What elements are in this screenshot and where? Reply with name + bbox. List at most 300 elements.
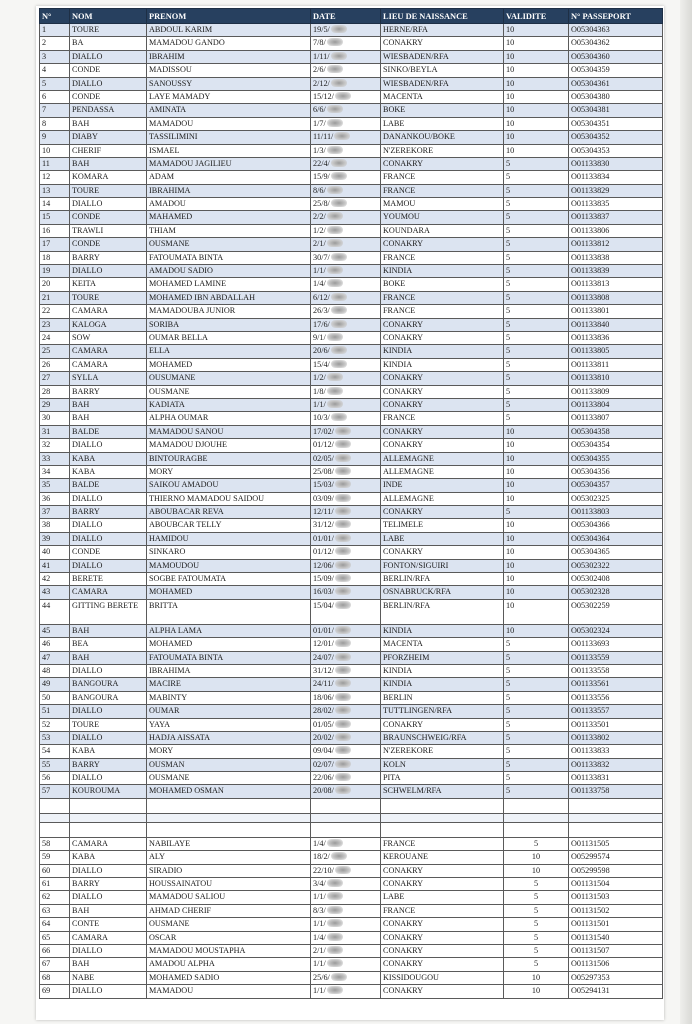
cell-prenom: MOHAMED OSMAN — [147, 785, 311, 798]
cell-lieu: INDE — [381, 479, 504, 492]
cell-date — [311, 291, 381, 304]
cell-nom: CAMARA — [70, 305, 147, 318]
table-row — [40, 117, 663, 130]
cell-passeport: O05302322 — [569, 559, 663, 572]
cell-nom: DIABY — [70, 131, 147, 144]
cell-nom: BEA — [70, 638, 147, 651]
cell-passeport: O05304355 — [569, 452, 663, 465]
cell-prenom: MORY — [147, 745, 311, 758]
cell-date — [311, 224, 381, 237]
cell-prenom: ABOUBCAR TELLY — [147, 519, 311, 532]
cell-date — [311, 385, 381, 398]
cell-nom: CONDE — [70, 211, 147, 224]
cell-passeport: O01133807 — [569, 412, 663, 425]
redaction-blur — [327, 333, 343, 341]
cell-lieu: CONAKRY — [381, 37, 504, 50]
cell-row-number: 65 — [40, 931, 70, 944]
redaction-blur — [334, 132, 350, 140]
redaction-blur — [327, 119, 343, 127]
cell-validite: 10 — [504, 851, 569, 864]
redaction-blur — [327, 212, 343, 220]
cell-nom: BAH — [70, 904, 147, 917]
cell-lieu: CONAKRY — [381, 985, 504, 998]
date-text: 2/12/ — [313, 78, 330, 88]
cell-nom: BAH — [70, 117, 147, 130]
cell-validite: 5 — [504, 224, 569, 237]
cell-row-number: 44 — [40, 599, 70, 624]
table-row — [40, 519, 663, 532]
cell-prenom: AMADOU ALPHA — [147, 958, 311, 971]
cell-prenom: MAMADOUBA JUNIOR — [147, 305, 311, 318]
cell-row-number: 5 — [40, 77, 70, 90]
empty-cell — [147, 813, 311, 822]
cell-validite: 10 — [504, 90, 569, 103]
cell-passeport: O05304354 — [569, 439, 663, 452]
cell-lieu: FRANCE — [381, 291, 504, 304]
cell-validite: 10 — [504, 492, 569, 505]
cell-nom: TOURE — [70, 24, 147, 37]
table-row — [40, 731, 663, 744]
cell-row-number: 2 — [40, 37, 70, 50]
cell-lieu: LABE — [381, 117, 504, 130]
date-text: 18/06/ — [313, 692, 334, 702]
redaction-blur — [335, 520, 351, 528]
cell-validite: 5 — [504, 211, 569, 224]
table-row — [40, 331, 663, 344]
cell-passeport: O01133758 — [569, 785, 663, 798]
cell-validite: 5 — [504, 372, 569, 385]
cell-lieu: FRANCE — [381, 184, 504, 197]
cell-nom: SYLLA — [70, 372, 147, 385]
cell-row-number: 35 — [40, 479, 70, 492]
redaction-blur — [331, 25, 347, 33]
date-text: 15/03/ — [313, 480, 334, 490]
cell-validite: 10 — [504, 64, 569, 77]
empty-cell — [504, 822, 569, 837]
redaction-blur — [327, 839, 343, 847]
cell-validite: 5 — [504, 678, 569, 691]
cell-validite: 10 — [504, 971, 569, 984]
cell-row-number: 7 — [40, 104, 70, 117]
cell-prenom: THIAM — [147, 224, 311, 237]
date-text: 1/3/ — [313, 145, 326, 155]
cell-prenom: AMADOU SADIO — [147, 265, 311, 278]
cell-row-number: 58 — [40, 837, 70, 850]
cell-validite: 5 — [504, 171, 569, 184]
cell-nom: DIALLO — [70, 985, 147, 998]
cell-date — [311, 452, 381, 465]
cell-passeport: O01133811 — [569, 358, 663, 371]
empty-cell — [381, 822, 504, 837]
cell-date — [311, 904, 381, 917]
redaction-blur — [335, 561, 351, 569]
redaction-blur — [327, 105, 343, 113]
table-row — [40, 144, 663, 157]
table-row — [40, 785, 663, 798]
date-text: 01/01/ — [313, 533, 334, 543]
cell-lieu: TELIMELE — [381, 519, 504, 532]
cell-nom: DIALLO — [70, 265, 147, 278]
cell-row-number: 48 — [40, 664, 70, 677]
cell-lieu: CONAKRY — [381, 958, 504, 971]
cell-lieu: CONAKRY — [381, 918, 504, 931]
cell-date — [311, 37, 381, 50]
redaction-blur — [335, 746, 351, 754]
cell-lieu: LABE — [381, 891, 504, 904]
cell-date — [311, 651, 381, 664]
date-text: 1/1/ — [313, 919, 326, 929]
cell-nom: TOURE — [70, 718, 147, 731]
cell-validite: 10 — [504, 439, 569, 452]
empty-row — [40, 813, 663, 822]
cell-prenom: OUSMANE — [147, 918, 311, 931]
cell-date — [311, 731, 381, 744]
cell-nom: TOURE — [70, 184, 147, 197]
cell-date — [311, 198, 381, 211]
cell-prenom: AHMAD CHERIF — [147, 904, 311, 917]
table-row — [40, 506, 663, 519]
date-text: 02/07/ — [313, 759, 334, 769]
cell-passeport: O01133835 — [569, 198, 663, 211]
date-text: 15/9/ — [313, 172, 330, 182]
cell-prenom: HADJA AISSATA — [147, 731, 311, 744]
date-text: 15/04/ — [313, 600, 334, 610]
cell-date — [311, 305, 381, 318]
cell-row-number: 19 — [40, 265, 70, 278]
cell-date — [311, 144, 381, 157]
cell-nom: DIALLO — [70, 50, 147, 63]
empty-cell — [40, 822, 70, 837]
cell-validite: 10 — [504, 532, 569, 545]
cell-date — [311, 958, 381, 971]
empty-cell — [70, 822, 147, 837]
cell-nom: KALOGA — [70, 318, 147, 331]
cell-nom: KOUROUMA — [70, 785, 147, 798]
date-text: 01/12/ — [313, 547, 334, 557]
cell-validite: 5 — [504, 184, 569, 197]
cell-validite: 10 — [504, 131, 569, 144]
cell-prenom: ALPHA OUMAR — [147, 412, 311, 425]
cell-validite: 10 — [504, 573, 569, 586]
cell-date — [311, 532, 381, 545]
date-text: 22/4/ — [313, 158, 330, 168]
date-text: 6/6/ — [313, 105, 326, 115]
cell-prenom: TASSILIMINI — [147, 131, 311, 144]
table-row — [40, 758, 663, 771]
redaction-blur — [327, 946, 343, 954]
date-text: 1/4/ — [313, 932, 326, 942]
cell-passeport: O01133812 — [569, 238, 663, 251]
cell-passeport: O01133561 — [569, 678, 663, 691]
cell-prenom: SAIKOU AMADOU — [147, 479, 311, 492]
cell-nom: NABE — [70, 971, 147, 984]
table-row — [40, 479, 663, 492]
cell-row-number: 9 — [40, 131, 70, 144]
date-text: 03/09/ — [313, 493, 334, 503]
table-row — [40, 931, 663, 944]
cell-nom: DIALLO — [70, 492, 147, 505]
date-text: 20/02/ — [313, 732, 334, 742]
cell-row-number: 69 — [40, 985, 70, 998]
table-row — [40, 599, 663, 624]
cell-row-number: 8 — [40, 117, 70, 130]
cell-nom: DIALLO — [70, 77, 147, 90]
table-row — [40, 24, 663, 37]
cell-validite: 5 — [504, 238, 569, 251]
cell-prenom: OSCAR — [147, 931, 311, 944]
cell-row-number: 46 — [40, 638, 70, 651]
cell-validite: 5 — [504, 891, 569, 904]
cell-row-number: 36 — [40, 492, 70, 505]
table-row — [40, 691, 663, 704]
cell-passeport: O05304365 — [569, 546, 663, 559]
cell-passeport: O01133805 — [569, 345, 663, 358]
redaction-blur — [327, 65, 343, 73]
table-row — [40, 837, 663, 850]
cell-passeport: O05304359 — [569, 64, 663, 77]
cell-prenom: MAMADOU — [147, 985, 311, 998]
cell-validite: 5 — [504, 345, 569, 358]
date-text: 2/1/ — [313, 239, 326, 249]
cell-passeport: O05304352 — [569, 131, 663, 144]
cell-date — [311, 50, 381, 63]
cell-validite: 10 — [504, 452, 569, 465]
cell-passeport: O01133501 — [569, 718, 663, 731]
cell-nom: DIALLO — [70, 559, 147, 572]
cell-row-number: 53 — [40, 731, 70, 744]
date-text: 31/12/ — [313, 665, 334, 675]
cell-prenom: MORY — [147, 465, 311, 478]
table-row — [40, 705, 663, 718]
cell-nom: BALDE — [70, 425, 147, 438]
cell-nom: CAMARA — [70, 358, 147, 371]
cell-date — [311, 678, 381, 691]
cell-prenom: SINKARO — [147, 546, 311, 559]
cell-validite: 5 — [504, 772, 569, 785]
redaction-blur — [331, 52, 347, 60]
table-row — [40, 718, 663, 731]
date-text: 20/08/ — [313, 786, 334, 796]
cell-validite: 10 — [504, 985, 569, 998]
cell-lieu: CONAKRY — [381, 718, 504, 731]
cell-nom: KABA — [70, 452, 147, 465]
cell-date — [311, 878, 381, 891]
cell-nom: KEITA — [70, 278, 147, 291]
cell-validite: 5 — [504, 291, 569, 304]
cell-nom: TOURE — [70, 291, 147, 304]
redaction-blur — [335, 494, 351, 502]
date-text: 1/2/ — [313, 225, 326, 235]
cell-date — [311, 104, 381, 117]
table-row — [40, 624, 663, 637]
date-text: 22/10/ — [313, 865, 334, 875]
redaction-blur — [335, 720, 351, 728]
date-text: 28/02/ — [313, 706, 334, 716]
date-text: 1/2/ — [313, 373, 326, 383]
cell-date — [311, 278, 381, 291]
cell-row-number: 47 — [40, 651, 70, 664]
table-row — [40, 278, 663, 291]
redaction-blur — [335, 454, 351, 462]
cell-nom: PENDASSA — [70, 104, 147, 117]
date-text: 19/5/ — [313, 25, 330, 34]
cell-prenom: MOHAMED LAMINE — [147, 278, 311, 291]
cell-row-number: 63 — [40, 904, 70, 917]
cell-prenom: BRITTA — [147, 599, 311, 624]
cell-validite: 10 — [504, 479, 569, 492]
cell-row-number: 30 — [40, 412, 70, 425]
date-text: 17/02/ — [313, 426, 334, 436]
cell-lieu: WIESBADEN/RFA — [381, 77, 504, 90]
table-row — [40, 891, 663, 904]
cell-nom: DIALLO — [70, 519, 147, 532]
cell-validite: 5 — [504, 958, 569, 971]
table-row — [40, 157, 663, 170]
cell-lieu: CONAKRY — [381, 385, 504, 398]
table-row — [40, 265, 663, 278]
cell-date — [311, 573, 381, 586]
cell-date — [311, 705, 381, 718]
cell-lieu: ALLEMAGNE — [381, 452, 504, 465]
cell-passeport: O01133809 — [569, 385, 663, 398]
table-row — [40, 439, 663, 452]
cell-nom: GITTING BERETE — [70, 599, 147, 624]
date-text: 24/07/ — [313, 652, 334, 662]
cell-prenom: MAMADOU DJOUHE — [147, 439, 311, 452]
cell-row-number: 33 — [40, 452, 70, 465]
cell-nom: DIALLO — [70, 945, 147, 958]
table-row — [40, 452, 663, 465]
table-row — [40, 198, 663, 211]
cell-prenom: ALPHA LAMA — [147, 624, 311, 637]
cell-lieu: KEROUANE — [381, 851, 504, 864]
cell-row-number: 59 — [40, 851, 70, 864]
table-row — [40, 678, 663, 691]
cell-prenom: OUMAR — [147, 705, 311, 718]
empty-row — [40, 822, 663, 837]
redaction-blur — [331, 79, 347, 87]
cell-nom: CAMARA — [70, 345, 147, 358]
cell-nom: BERETE — [70, 573, 147, 586]
table-row — [40, 745, 663, 758]
cell-nom: CAMARA — [70, 837, 147, 850]
cell-lieu: MACENTA — [381, 638, 504, 651]
cell-lieu: BOKE — [381, 104, 504, 117]
cell-row-number: 67 — [40, 958, 70, 971]
cell-date — [311, 398, 381, 411]
table-row — [40, 412, 663, 425]
cell-prenom: IBRAHIM — [147, 50, 311, 63]
cell-lieu: BERLIN/RFA — [381, 599, 504, 624]
cell-lieu: LABE — [381, 532, 504, 545]
redaction-blur — [327, 959, 343, 967]
redaction-blur — [335, 653, 351, 661]
cell-nom: TRAWLI — [70, 224, 147, 237]
date-text: 1/1/ — [313, 266, 326, 276]
cell-lieu: TUTTLINGEN/RFA — [381, 705, 504, 718]
date-text: 6/12/ — [313, 292, 330, 302]
cell-row-number: 42 — [40, 573, 70, 586]
cell-row-number: 21 — [40, 291, 70, 304]
cell-date — [311, 479, 381, 492]
cell-prenom: YAYA — [147, 718, 311, 731]
redaction-blur — [335, 666, 351, 674]
cell-validite: 5 — [504, 878, 569, 891]
cell-date — [311, 90, 381, 103]
empty-cell — [504, 798, 569, 813]
cell-validite: 10 — [504, 546, 569, 559]
cell-nom: BARRY — [70, 251, 147, 264]
table-row — [40, 651, 663, 664]
cell-passeport: O01131506 — [569, 958, 663, 971]
redaction-blur — [335, 786, 351, 794]
cell-prenom: SOGBE FATOUMATA — [147, 573, 311, 586]
redaction-blur — [331, 159, 347, 167]
header-date: DATE — [311, 9, 381, 24]
cell-nom: DIALLO — [70, 439, 147, 452]
cell-row-number: 15 — [40, 211, 70, 224]
cell-passeport: O05294131 — [569, 985, 663, 998]
header-prenom: PRENOM — [147, 9, 311, 24]
cell-prenom: MAMADOU MOUSTAPHA — [147, 945, 311, 958]
redaction-blur — [331, 413, 347, 421]
cell-passeport: O01133559 — [569, 651, 663, 664]
cell-prenom: MAMADOU SANOU — [147, 425, 311, 438]
cell-passeport: O01131501 — [569, 918, 663, 931]
cell-row-number: 43 — [40, 586, 70, 599]
table-row — [40, 638, 663, 651]
cell-validite: 10 — [504, 50, 569, 63]
cell-date — [311, 425, 381, 438]
cell-lieu: KINDIA — [381, 664, 504, 677]
cell-lieu: KINDIA — [381, 358, 504, 371]
cell-validite: 10 — [504, 24, 569, 37]
redaction-blur — [335, 547, 351, 555]
cell-prenom: MOHAMED — [147, 586, 311, 599]
redaction-blur — [327, 226, 343, 234]
cell-validite: 5 — [504, 664, 569, 677]
table-row — [40, 131, 663, 144]
cell-nom: DIALLO — [70, 731, 147, 744]
empty-row — [40, 798, 663, 813]
cell-validite: 5 — [504, 398, 569, 411]
cell-row-number: 34 — [40, 465, 70, 478]
cell-passeport: O05304366 — [569, 519, 663, 532]
date-text: 09/04/ — [313, 746, 334, 756]
cell-passeport: O01133836 — [569, 331, 663, 344]
date-text: 17/6/ — [313, 319, 330, 329]
cell-lieu: CONAKRY — [381, 546, 504, 559]
cell-row-number: 13 — [40, 184, 70, 197]
cell-prenom: SIRADIO — [147, 864, 311, 877]
cell-date — [311, 745, 381, 758]
cell-lieu: MAMOU — [381, 198, 504, 211]
cell-lieu: CONAKRY — [381, 878, 504, 891]
table-row — [40, 184, 663, 197]
cell-validite: 5 — [504, 157, 569, 170]
cell-passeport: O01133806 — [569, 224, 663, 237]
cell-lieu: KOLN — [381, 758, 504, 771]
cell-validite: 5 — [504, 758, 569, 771]
table-row — [40, 492, 663, 505]
cell-nom: CAMARA — [70, 931, 147, 944]
table-row — [40, 559, 663, 572]
cell-row-number: 49 — [40, 678, 70, 691]
cell-prenom: MOHAMED — [147, 358, 311, 371]
table-row — [40, 171, 663, 184]
date-text: 12/11/ — [313, 507, 334, 517]
cell-date — [311, 358, 381, 371]
